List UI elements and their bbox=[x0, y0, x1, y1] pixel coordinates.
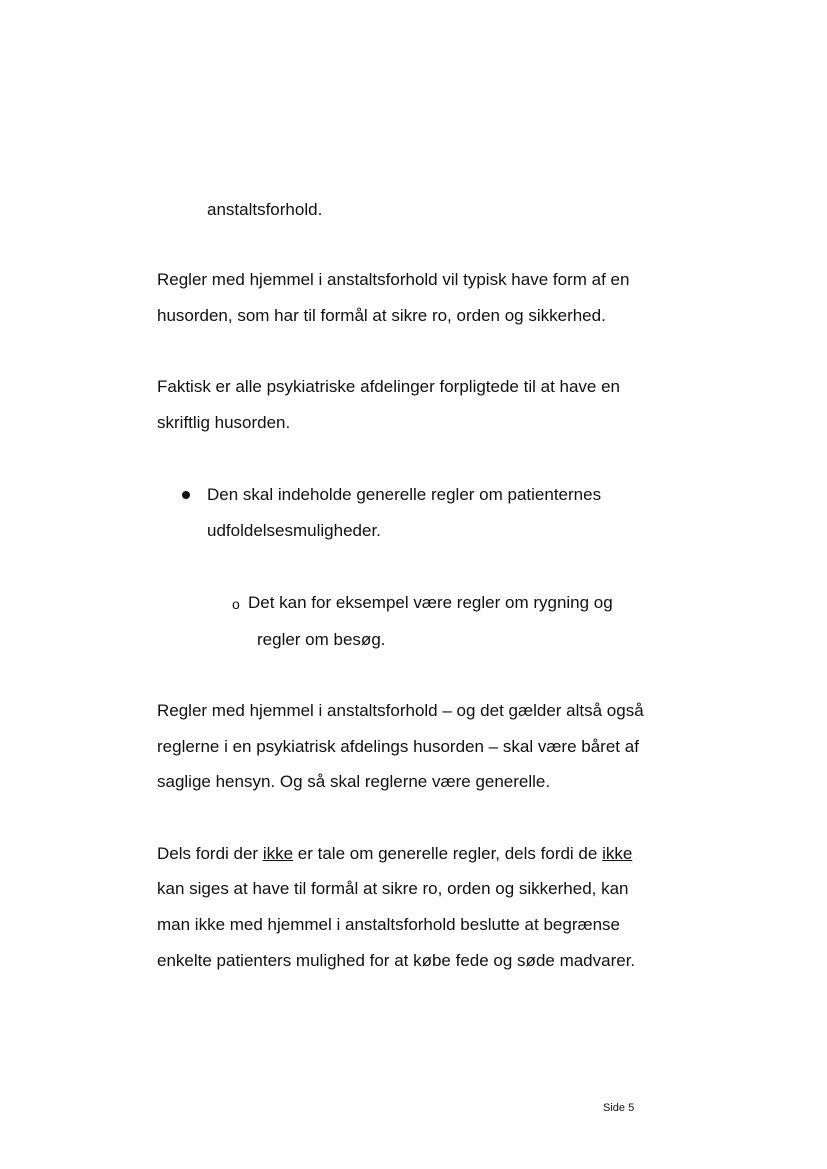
para4-line1 bbox=[157, 844, 632, 864]
bullet1-line1: Den skal indeholde generelle regler om patienternes bbox=[207, 485, 602, 504]
subbullet1-line1: Det kan for eksempel være regler om rygning og bbox=[248, 593, 613, 612]
bullet-icon bbox=[182, 491, 190, 499]
para4-line1-a: Dels fordi der bbox=[157, 844, 263, 863]
para3-line2: reglerne i en psykiatrisk afdelings husorden – skal være båret af bbox=[157, 737, 639, 756]
para3-line1: Regler med hjemmel i anstaltsforhold – og det gælder altså også bbox=[157, 701, 644, 720]
para4-line2: kan siges at have til formål at sikre ro, orden og sikkerhed, kan bbox=[157, 879, 629, 898]
continuation-text: anstaltsforhold. bbox=[207, 200, 323, 219]
page-number: Side 5 bbox=[603, 1102, 635, 1114]
para4-line3: man ikke med hjemmel i anstaltsforhold beslutte at begrænse bbox=[157, 915, 621, 934]
circle-bullet-icon: o bbox=[232, 596, 240, 612]
subbullet1-line2: regler om besøg. bbox=[257, 630, 386, 649]
para2-line2: skriftlig husorden. bbox=[157, 413, 291, 432]
bullet1-line2: udfoldelsesmuligheder. bbox=[207, 521, 381, 540]
para4-line1-b: er tale om generelle regler, dels fordi de bbox=[293, 844, 603, 863]
para4-emphasis-1: ikke bbox=[262, 844, 294, 863]
para4-emphasis-2: ikke bbox=[602, 844, 633, 863]
para4-line4: enkelte patienters mulighed for at købe fede og søde madvarer. bbox=[157, 951, 636, 970]
para1-line2: husorden, som har til formål at sikre ro, orden og sikkerhed. bbox=[157, 306, 606, 325]
para1-line1: Regler med hjemmel i anstaltsforhold vil typisk have form af en bbox=[157, 270, 630, 289]
para3-line3: saglige hensyn. Og så skal reglerne være generelle. bbox=[157, 772, 551, 791]
para2-line1: Faktisk er alle psykiatriske afdelinger forpligtede til at have en bbox=[157, 377, 621, 396]
